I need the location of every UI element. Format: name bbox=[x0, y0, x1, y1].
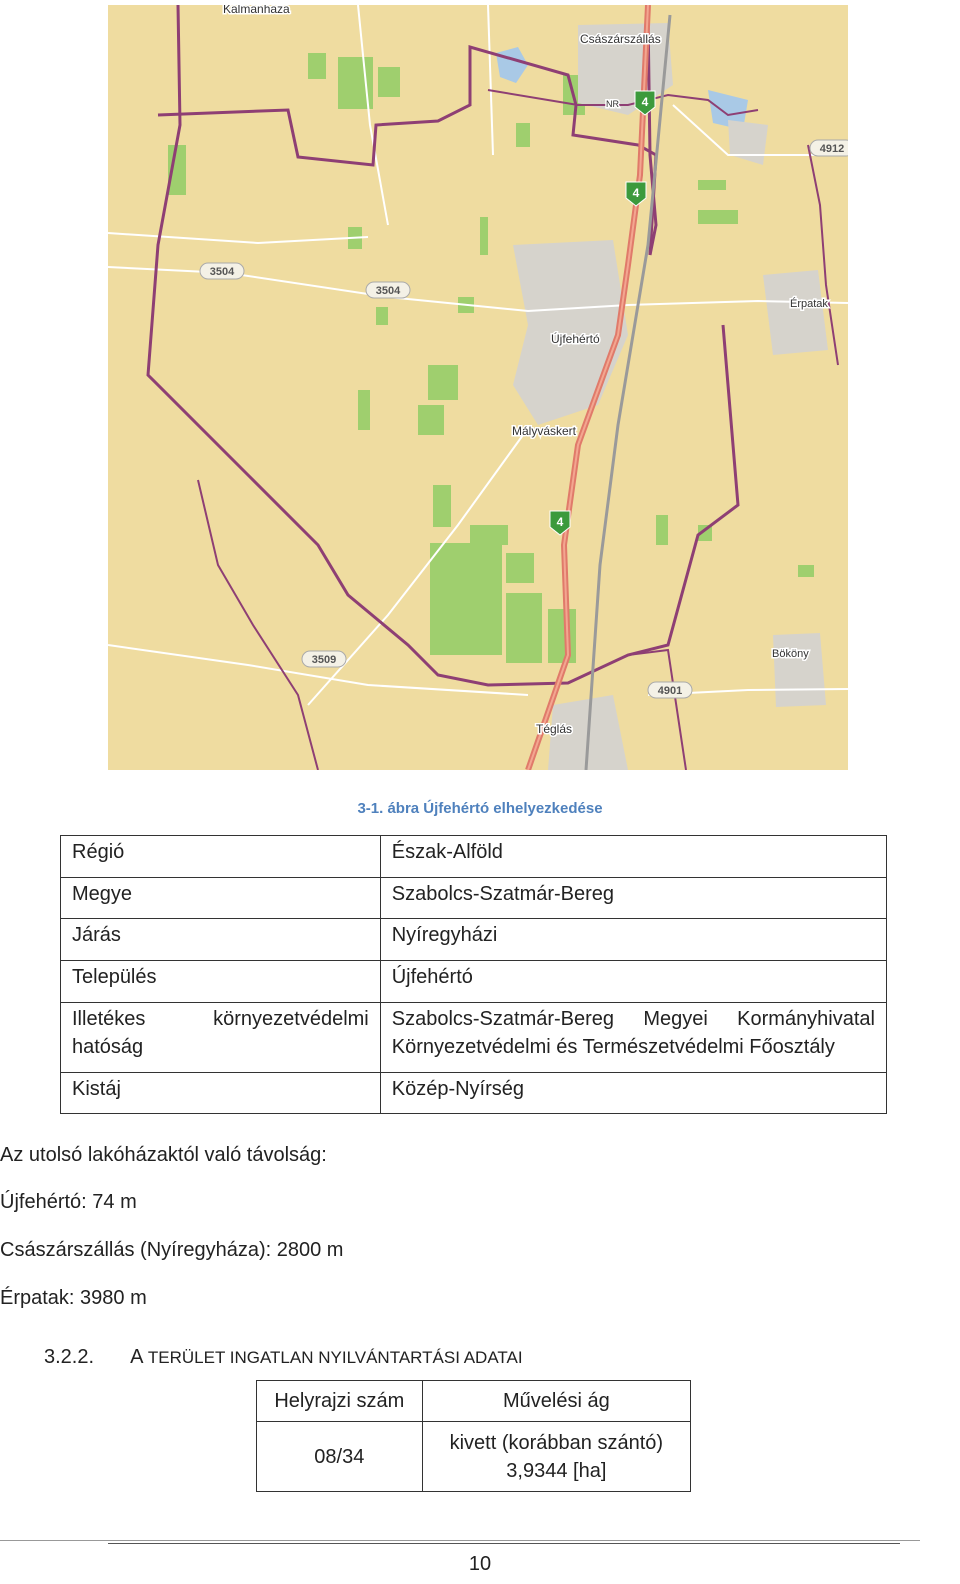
road-label: 4901 bbox=[657, 685, 683, 697]
table-row bbox=[257, 1422, 691, 1492]
footer-rule bbox=[108, 1543, 900, 1544]
section-heading bbox=[44, 1346, 523, 1369]
land-use-line: kivett (korábban szántó) bbox=[449, 1431, 664, 1454]
land-area: 3,9344 [ha] bbox=[506, 1459, 607, 1482]
route-shield: 4 bbox=[641, 95, 649, 109]
place-label: Kalmanhaza bbox=[223, 5, 290, 16]
table-cell-label: Kistáj bbox=[61, 1073, 381, 1114]
table-header-row bbox=[257, 1381, 691, 1422]
table-cell-value: Észak-Alföld bbox=[380, 836, 886, 878]
table-cell-label bbox=[61, 1003, 381, 1073]
parcel-number: 08/34 bbox=[257, 1422, 423, 1492]
table-row bbox=[61, 919, 887, 961]
place-label: Mályváskert bbox=[512, 424, 577, 438]
label-line: hatóság bbox=[72, 1036, 144, 1058]
table-row bbox=[61, 961, 887, 1003]
distance-intro: Az utolsó lakóházaktól való távolság: bbox=[0, 1144, 327, 1166]
location-info-table bbox=[60, 835, 887, 1114]
road-label: 3504 bbox=[209, 266, 235, 278]
distance-item: Újfehértó: 74 m bbox=[0, 1191, 137, 1213]
table-cell-label: Régió bbox=[61, 836, 381, 878]
table-row bbox=[61, 878, 887, 919]
route-shield: 4 bbox=[556, 515, 564, 529]
figure-caption: 3-1. ábra Újfehértó elhelyezkedése bbox=[357, 800, 603, 817]
table-cell-value: Szabolcs-Szatmár-Bereg bbox=[380, 878, 886, 919]
distance-item: Császárszállás (Nyíregyháza): 2800 m bbox=[0, 1239, 344, 1261]
table-cell-value: Közép-Nyírség bbox=[380, 1073, 886, 1114]
road-label: 3504 bbox=[375, 285, 401, 297]
table-row bbox=[61, 1073, 887, 1114]
column-header: Helyrajzi szám bbox=[257, 1381, 423, 1422]
page-number: 10 bbox=[468, 1553, 492, 1575]
land-use bbox=[422, 1422, 690, 1492]
table-row bbox=[61, 836, 887, 878]
value-line: Környezetvédelmi és Természetvédelmi Főosztály bbox=[391, 1036, 835, 1058]
table-cell-value: Nyíregyházi bbox=[380, 919, 886, 961]
table-cell-label: Járás bbox=[61, 919, 381, 961]
table-cell-label: Település bbox=[61, 961, 381, 1003]
place-label: Téglás bbox=[536, 722, 573, 736]
distance-item: Érpatak: 3980 m bbox=[0, 1287, 147, 1309]
location-map bbox=[108, 5, 848, 770]
place-label: Érpatak bbox=[790, 298, 828, 310]
place-label: NR bbox=[606, 99, 619, 109]
footer-rule bbox=[0, 1540, 920, 1541]
table-row bbox=[61, 1003, 887, 1073]
table-cell-value: Újfehértó bbox=[380, 961, 886, 1003]
column-header: Művelési ág bbox=[422, 1381, 690, 1422]
section-title: TERÜLET INGATLAN NYILVÁNTARTÁSI ADATAI bbox=[147, 1348, 523, 1367]
value-word: Megyei bbox=[643, 1008, 708, 1030]
road-label: 4912 bbox=[819, 143, 845, 155]
table-cell-label: Megye bbox=[61, 878, 381, 919]
road-label: 3509 bbox=[311, 654, 337, 666]
value-word: Kormányhivatal bbox=[737, 1008, 875, 1030]
place-label: Bököny bbox=[772, 648, 809, 660]
section-initial: A bbox=[130, 1346, 143, 1368]
section-number: 3.2.2. bbox=[44, 1346, 95, 1368]
route-shield: 4 bbox=[632, 186, 640, 200]
place-label: Újfehértó bbox=[551, 332, 600, 346]
value-word: Szabolcs-Szatmár-Bereg bbox=[391, 1008, 615, 1030]
label-word: Illetékes bbox=[72, 1008, 146, 1030]
table-cell-value bbox=[380, 1003, 886, 1073]
place-label: Császárszállás bbox=[580, 32, 661, 46]
label-word: környezetvédelmi bbox=[213, 1008, 369, 1030]
land-registry-table bbox=[256, 1380, 691, 1492]
